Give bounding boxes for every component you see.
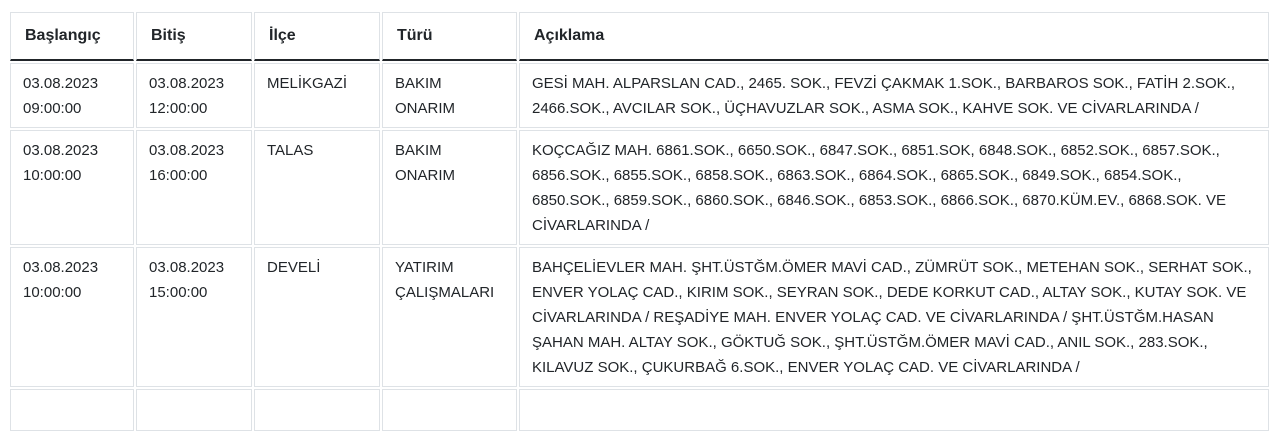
cell-ilce: DEVELİ (254, 247, 380, 387)
col-header-bitis: Bitiş (136, 12, 252, 61)
outage-schedule-table (8, 10, 1271, 433)
table-row (10, 63, 1269, 128)
cell-bitis: 03.08.2023 12:00:00 (136, 63, 252, 128)
table-row (10, 247, 1269, 387)
table-row (10, 130, 1269, 245)
table-row-partial (10, 389, 1269, 431)
cell-turu: BAKIM ONARIM (382, 130, 517, 245)
cell-baslangic: 03.08.2023 10:00:00 (10, 130, 134, 245)
cell-turu: YATIRIM ÇALIŞMALARI (382, 247, 517, 387)
cell-baslangic: 03.08.2023 10:00:00 (10, 247, 134, 387)
cell-turu (382, 389, 517, 431)
cell-turu: BAKIM ONARIM (382, 63, 517, 128)
cell-ilce: MELİKGAZİ (254, 63, 380, 128)
cell-baslangic: 03.08.2023 09:00:00 (10, 63, 134, 128)
cell-aciklama: BAHÇELİEVLER MAH. ŞHT.ÜSTĞM.ÖMER MAVİ CAD., ZÜMRÜT SOK., METEHAN SOK., SERHAT SOK., ENVER YOLAÇ CAD., KIRIM SOK., SEYRAN SOK., DEDE KORKUT CAD., ALTAY SOK., KUTAY SOK. VE CİVARLARINDA / REŞADİYE MAH. ENVER YOLAÇ CAD. VE CİVARLARINDA / ŞHT.ÜSTĞM.HASAN ŞAHAN MAH. ALTAY SOK., GÖKTUĞ SOK., ŞHT.ÜSTĞM.ÖMER MAVİ CAD., ANIL SOK., 283.SOK., KILAVUZ SOK., ÇUKURBAĞ 6.SOK., ENVER YOLAÇ CAD. VE CİVARLARINDA / (519, 247, 1269, 387)
col-header-turu: Türü (382, 12, 517, 61)
cell-bitis: 03.08.2023 15:00:00 (136, 247, 252, 387)
cell-ilce (254, 389, 380, 431)
col-header-ilce: İlçe (254, 12, 380, 61)
col-header-baslangic: Başlangıç (10, 12, 134, 61)
cell-aciklama (519, 389, 1269, 431)
cell-baslangic (10, 389, 134, 431)
cell-aciklama: GESİ MAH. ALPARSLAN CAD., 2465. SOK., FEVZİ ÇAKMAK 1.SOK., BARBAROS SOK., FATİH 2.SOK., 2466.SOK., AVCILAR SOK., ÜÇHAVUZLAR SOK., ASMA SOK., KAHVE SOK. VE CİVARLARINDA / (519, 63, 1269, 128)
cell-ilce: TALAS (254, 130, 380, 245)
cell-bitis: 03.08.2023 16:00:00 (136, 130, 252, 245)
col-header-aciklama: Açıklama (519, 12, 1269, 61)
cell-aciklama: KOÇCAĞIZ MAH. 6861.SOK., 6650.SOK., 6847.SOK., 6851.SOK, 6848.SOK., 6852.SOK., 6857.SOK., 6856.SOK., 6855.SOK., 6858.SOK., 6863.SOK., 6864.SOK., 6865.SOK., 6849.SOK., 6854.SOK., 6850.SOK., 6859.SOK., 6860.SOK., 6846.SOK., 6853.SOK., 6866.SOK., 6870.KÜM.EV., 6868.SOK. VE CİVARLARINDA / (519, 130, 1269, 245)
cell-bitis (136, 389, 252, 431)
table-header-row (10, 12, 1269, 61)
